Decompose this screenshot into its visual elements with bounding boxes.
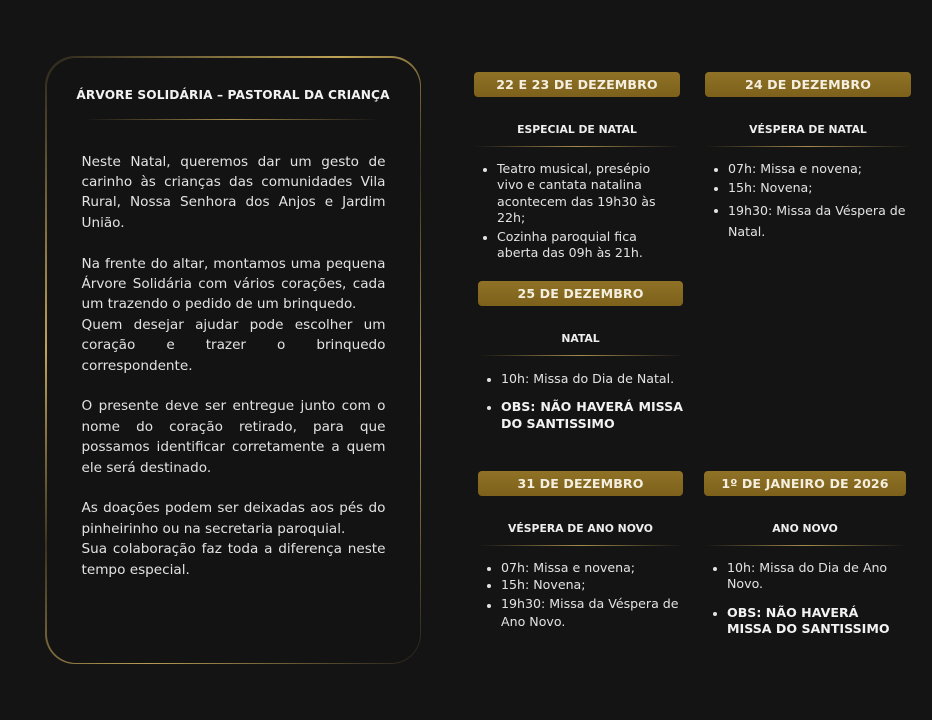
arvore-solidaria-card: [47, 58, 420, 663]
event-divider: [478, 545, 683, 546]
event-item: 10h: Missa do Dia de Natal.: [478, 371, 683, 387]
event-list: [704, 560, 906, 637]
event-item: 07h: Missa e novena;: [705, 161, 911, 177]
event-24-dezembro: [705, 72, 911, 245]
event-date-badge: 31 DE DEZEMBRO: [478, 471, 683, 496]
card-paragraph: Neste Natal, queremos dar um gesto de carinho às crianças das comunidades Vila Rural, Nossa Senhora dos Anjos e Jardim União.: [81, 153, 386, 231]
event-item: Teatro musical, presépio vivo e cantata natalina acontecem das 19h30 às 22h;: [474, 161, 680, 226]
event-item: Cozinha paroquial fica aberta das 09h às 21h.: [474, 229, 680, 262]
event-date-badge: 22 E 23 DE DEZEMBRO: [474, 72, 680, 97]
event-item: 15h: Novena;: [705, 180, 911, 196]
event-date-badge: 24 DE DEZEMBRO: [705, 72, 911, 97]
event-divider: [474, 146, 680, 147]
card-paragraph: Quem desejar ajudar pode escolher um coração e trazer o brinquedo correspondente.: [81, 316, 386, 374]
event-title: ANO NOVO: [772, 522, 838, 535]
event-note: OBS: NÃO HAVERÁ MISSA DO SANTISSIMO: [704, 605, 906, 638]
card-title: ÁRVORE SOLIDÁRIA – PASTORAL DA CRIANÇA: [76, 87, 390, 102]
event-date-badge: 1º DE JANEIRO DE 2026: [704, 471, 906, 496]
event-22-23-dezembro: [474, 72, 680, 265]
event-list: [474, 161, 680, 262]
card-paragraph: O presente deve ser entregue junto com o nome do coração retirado, para que possamos identificar corretamente a quem ele será destinado.: [81, 398, 386, 476]
event-date-badge: 25 DE DEZEMBRO: [478, 281, 683, 306]
card-paragraph: Na frente do altar, montamos uma pequena Árvore Solidária com vários corações, cada um trazendo o pedido de um brinquedo.: [81, 255, 386, 313]
event-list: [705, 161, 911, 242]
event-item: 19h30: Missa da Véspera de Ano Novo.: [478, 595, 683, 631]
event-item: 10h: Missa do Dia de Ano Novo.: [704, 560, 906, 593]
event-divider: [478, 355, 683, 356]
event-31-dezembro: [478, 471, 683, 634]
event-title: ESPECIAL DE NATAL: [517, 123, 637, 136]
event-note: OBS: NÃO HAVERÁ MISSA DO SANTISSIMO: [478, 399, 683, 432]
event-title: VÉSPERA DE ANO NOVO: [508, 522, 653, 535]
card-divider: [83, 119, 380, 120]
event-item: 19h30: Missa da Véspera de Natal.: [705, 200, 911, 242]
event-list: [478, 560, 683, 631]
card-body: [82, 152, 386, 601]
event-25-dezembro: [478, 281, 683, 435]
event-divider: [704, 545, 906, 546]
event-item: 07h: Missa e novena;: [478, 560, 683, 576]
card-paragraph: Sua colaboração faz toda a diferença neste tempo especial.: [81, 541, 386, 578]
event-list: [478, 371, 683, 432]
event-title: NATAL: [561, 332, 600, 345]
card-paragraph: As doações podem ser deixadas aos pés do pinheirinho ou na secretaria paroquial.: [81, 500, 386, 537]
event-1-janeiro-2026: [704, 471, 906, 640]
event-item: 15h: Novena;: [478, 577, 683, 593]
event-title: VÉSPERA DE NATAL: [749, 123, 867, 136]
event-divider: [705, 146, 911, 147]
arvore-solidaria-card-border: [45, 56, 421, 664]
